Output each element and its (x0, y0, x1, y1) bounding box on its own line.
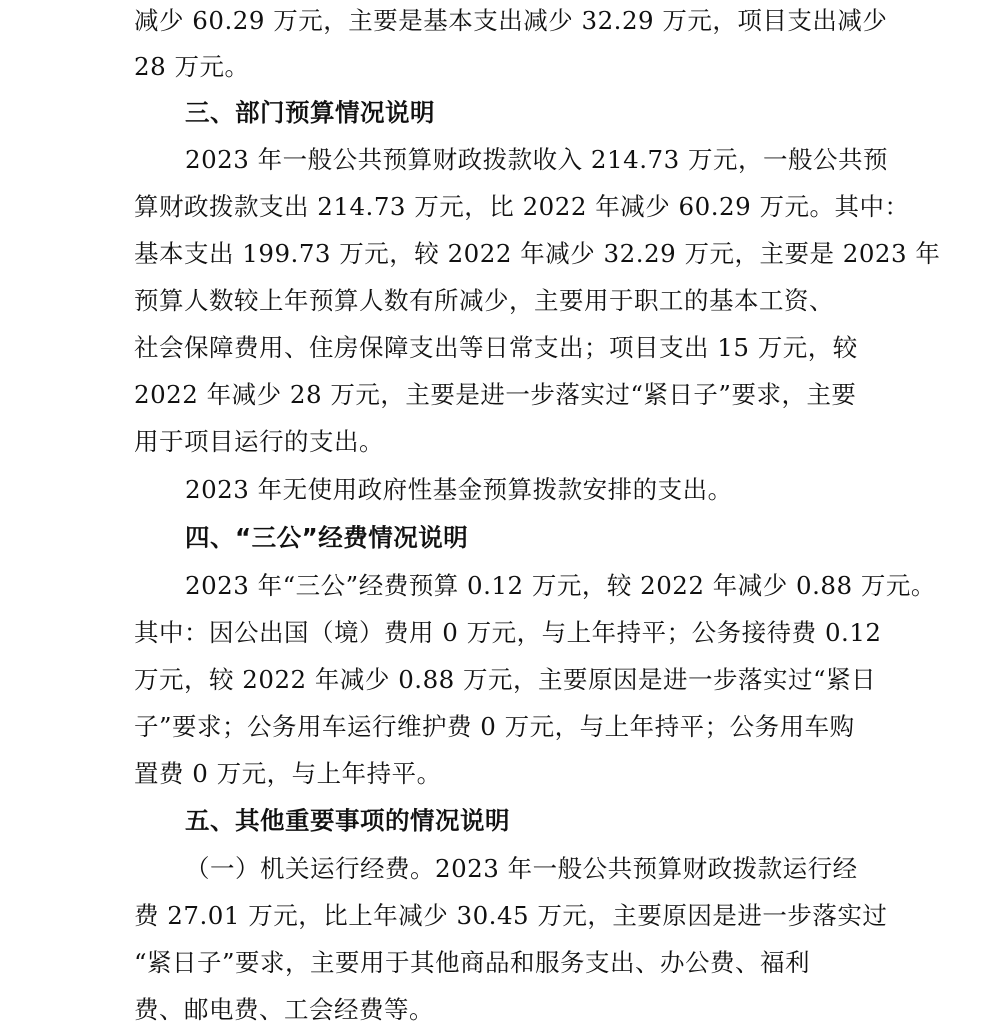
body-text-line: 2023 年无使用政府性基金预算拨款安排的支出。 (185, 475, 733, 504)
body-text-line: 2023 年“三公”经费预算 0.12 万元，较 2022 年减少 0.88 万元。 (185, 571, 936, 600)
body-text-line: 费、邮电费、工会经费等。 (134, 995, 434, 1024)
body-text-line: 社会保障费用、住房保障支出等日常支出；项目支出 15 万元，较 (134, 333, 858, 362)
section-heading-5: 五、其他重要事项的情况说明 (185, 806, 510, 835)
body-text-line: （一）机关运行经费。2023 年一般公共预算财政拨款运行经 (185, 854, 858, 883)
body-text-line: “紧日子”要求，主要用于其他商品和服务支出、办公费、福利 (134, 948, 811, 977)
body-text-line: 减少 60.29 万元，主要是基本支出减少 32.29 万元，项目支出减少 (134, 6, 888, 35)
body-text-line: 2023 年一般公共预算财政拨款收入 214.73 万元，一般公共预 (185, 145, 888, 174)
body-text-line: 置费 0 万元，与上年持平。 (134, 759, 442, 788)
body-text-line: 基本支出 199.73 万元，较 2022 年减少 32.29 万元，主要是 2023 年 (134, 239, 941, 268)
body-text-line: 2022 年减少 28 万元，主要是进一步落实过“紧日子”要求，主要 (134, 380, 857, 409)
body-text-line: 子”要求；公务用车运行维护费 0 万元，与上年持平；公务用车购 (134, 712, 855, 741)
body-text-line: 预算人数较上年预算人数有所减少，主要用于职工的基本工资、 (134, 286, 834, 315)
body-text-line: 万元，较 2022 年减少 0.88 万元，主要原因是进一步落实过“紧日 (134, 665, 877, 694)
body-text-line: 算财政拨款支出 214.73 万元，比 2022 年减少 60.29 万元。其中： (134, 192, 910, 221)
body-text-line: 其中：因公出国（境）费用 0 万元，与上年持平；公务接待费 0.12 (134, 618, 882, 647)
body-text-line: 用于项目运行的支出。 (134, 427, 384, 456)
body-text-line: 28 万元。 (134, 52, 250, 81)
body-text-line: 费 27.01 万元，比上年减少 30.45 万元，主要原因是进一步落实过 (134, 901, 888, 930)
section-heading-4: 四、“三公”经费情况说明 (185, 523, 469, 552)
section-heading-3: 三、部门预算情况说明 (185, 98, 435, 127)
